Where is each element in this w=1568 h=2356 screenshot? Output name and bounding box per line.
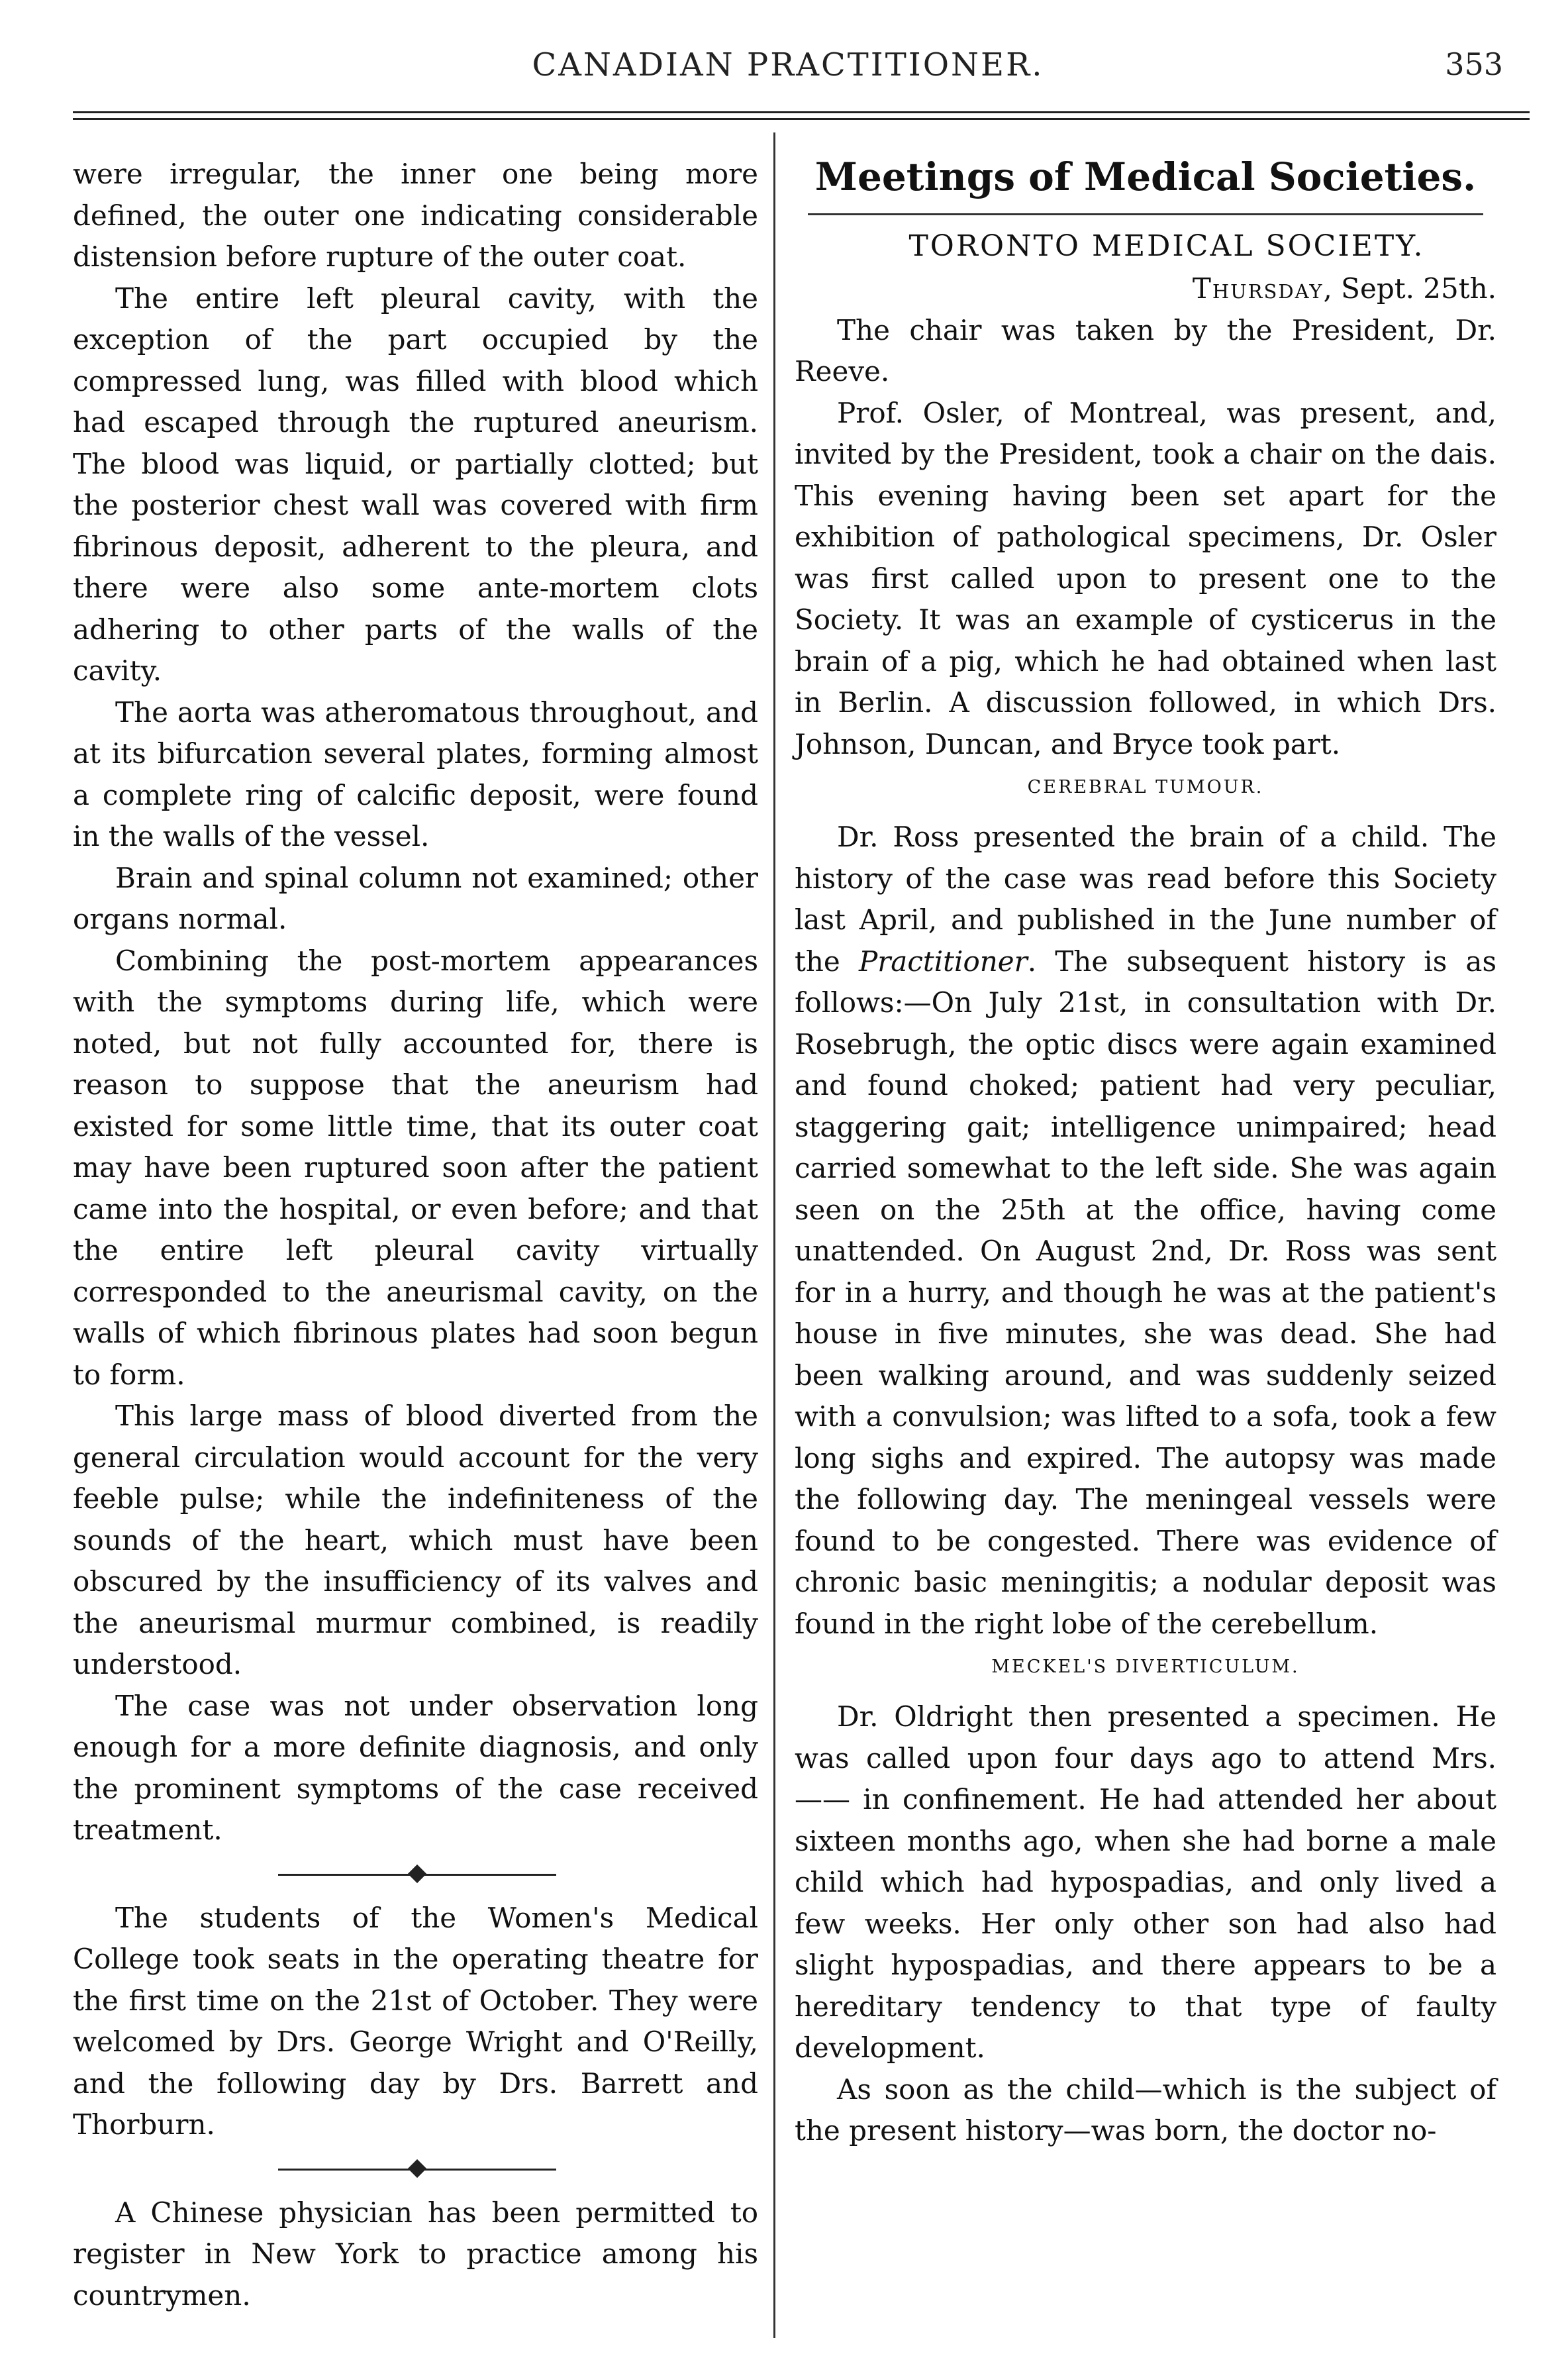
section-ornament bbox=[73, 2150, 758, 2190]
text-run: Dr. Ross presented the brain of a child. The history of the case was read before this Society last April, and published in the June number of the bbox=[795, 821, 1496, 978]
paragraph: The case was not under observation long enough for a more definite diagnosis, and only the prominent symptoms of the case received treatment. bbox=[73, 1689, 758, 1846]
subheading-meckels-diverticulum: MECKEL'S DIVERTICULUM. bbox=[991, 1657, 1300, 1677]
section-rule bbox=[808, 213, 1483, 215]
news-note-womens-college: The students of the Women's Medical College took seats in the operating theatre for the first time on the 21st of October. They were welcomed by Drs. George Wright and O'Reilly, and the following day by Drs. Barrett and Thorburn. bbox=[73, 1901, 758, 2141]
paragraph: Combining the post-mortem appearances with the symptoms during life, which were noted, but not fully accounted for, there is reason to suppose that the aneurism had existed for some little time, that its outer coat may have been ruptured soon after the patient came into the hospital, or even before; and that the entire left pleural cavity virtually corresponded to the aneurismal cavity, on the walls of which fibrinous plates had soon begun to form. bbox=[73, 944, 758, 1391]
left-column bbox=[73, 154, 758, 2316]
meeting-date-rest: , Sept. 25th. bbox=[1323, 272, 1496, 305]
paragraph-cerebral-tumour bbox=[795, 817, 1496, 1645]
header-rule-top bbox=[73, 111, 1530, 113]
running-head: CANADIAN PRACTITIONER. bbox=[532, 46, 1044, 83]
paragraph: The entire left pleural cavity, with the exception of the part occupied by the compressed lung, was filled with blood which had escaped through the ruptured aneurism. The blood was liquid, or partially clotted; but the posterior chest wall was covered with firm fibrinous deposit, adherent to the pleura, and there were also some ante-mortem clots adhering to other parts of the walls of the cavity. bbox=[73, 282, 758, 687]
page-number: 353 bbox=[1445, 46, 1503, 82]
meeting-day: Thursday bbox=[1192, 272, 1324, 305]
society-name: TORONTO MEDICAL SOCIETY. bbox=[908, 229, 1425, 263]
paragraph: Brain and spinal column not examined; other organs normal. bbox=[73, 861, 758, 935]
paragraph: were irregular, the inner one being more defined, the outer one indicating considerable distension before rupture of the outer coat. bbox=[73, 158, 758, 273]
paragraph: Prof. Osler, of Montreal, was present, and, invited by the President, took a chair on the dais. This evening having been set apart for the exhibition of pathological specimens, Dr. Osler was first called upon to present one to the Society. It was an example of cysticerus in the brain of a pig, which he had obtained when last in Berlin. A discussion followed, in which Drs. Johnson, Duncan, and Bryce took part. bbox=[795, 396, 1496, 760]
paragraph: The chair was taken by the President, Dr. Reeve. bbox=[795, 313, 1496, 387]
section-title: Meetings of Medical Societies. bbox=[814, 154, 1477, 199]
subheading-cerebral-tumour: CEREBRAL TUMOUR. bbox=[1027, 777, 1264, 797]
header-rule-bottom bbox=[73, 118, 1530, 120]
right-column bbox=[795, 154, 1496, 2152]
paragraph: Dr. Oldright then presented a specimen. He was called upon four days ago to attend Mrs. —— in confinement. He had attended her about sixteen months ago, when she had borne a male child which had hypospadias, and only lived a few weeks. Her only other son had also had slight hypospadias, and there appears to be a hereditary tendency to that type of faulty development. bbox=[795, 1700, 1496, 2064]
section-ornament bbox=[73, 1855, 758, 1895]
journal-name: Practitioner bbox=[858, 945, 1028, 978]
text-run: . The subsequent history is as follows:—On July 21st, in consultation with Dr. Rosebrugh, the optic discs were again examined and found choked; patient had very peculiar, staggering gait; intelligence unimpaired; head carried somewhat to the left side. She was again seen on the 25th at the office, having come unattended. On August 2nd, Dr. Ross was sent for in a hurry, and though he was at the patient's house in five minutes, she was dead. She had been walking around, and was suddenly seized with a convulsion; was lifted to a sofa, took a few long sighs and expired. The autopsy was made the following day. The meningeal vessels were found to be congested. There was evidence of chronic basic meningitis; a nodular deposit was found in the right lobe of the cerebellum. bbox=[795, 945, 1496, 1640]
column-divider bbox=[773, 132, 775, 2338]
news-note-chinese-physician: A Chinese physician has been permitted to register in New York to practice among his countrymen. bbox=[73, 2196, 758, 2312]
paragraph: This large mass of blood diverted from the general circulation would account for the very feeble pulse; while the indefiniteness of the sounds of the heart, which must have been obscured by the insufficiency of its valves and the aneurismal murmur combined, is readily understood. bbox=[73, 1400, 758, 1680]
paragraph: As soon as the child—which is the subject of the present history—was born, the doctor no- bbox=[795, 2073, 1496, 2147]
page-header bbox=[46, 40, 1530, 126]
paragraph: The aorta was atheromatous throughout, and at its bifurcation several plates, forming almost a complete ring of calcific deposit, were found in the walls of the vessel. bbox=[73, 695, 758, 852]
meeting-date bbox=[795, 268, 1496, 310]
